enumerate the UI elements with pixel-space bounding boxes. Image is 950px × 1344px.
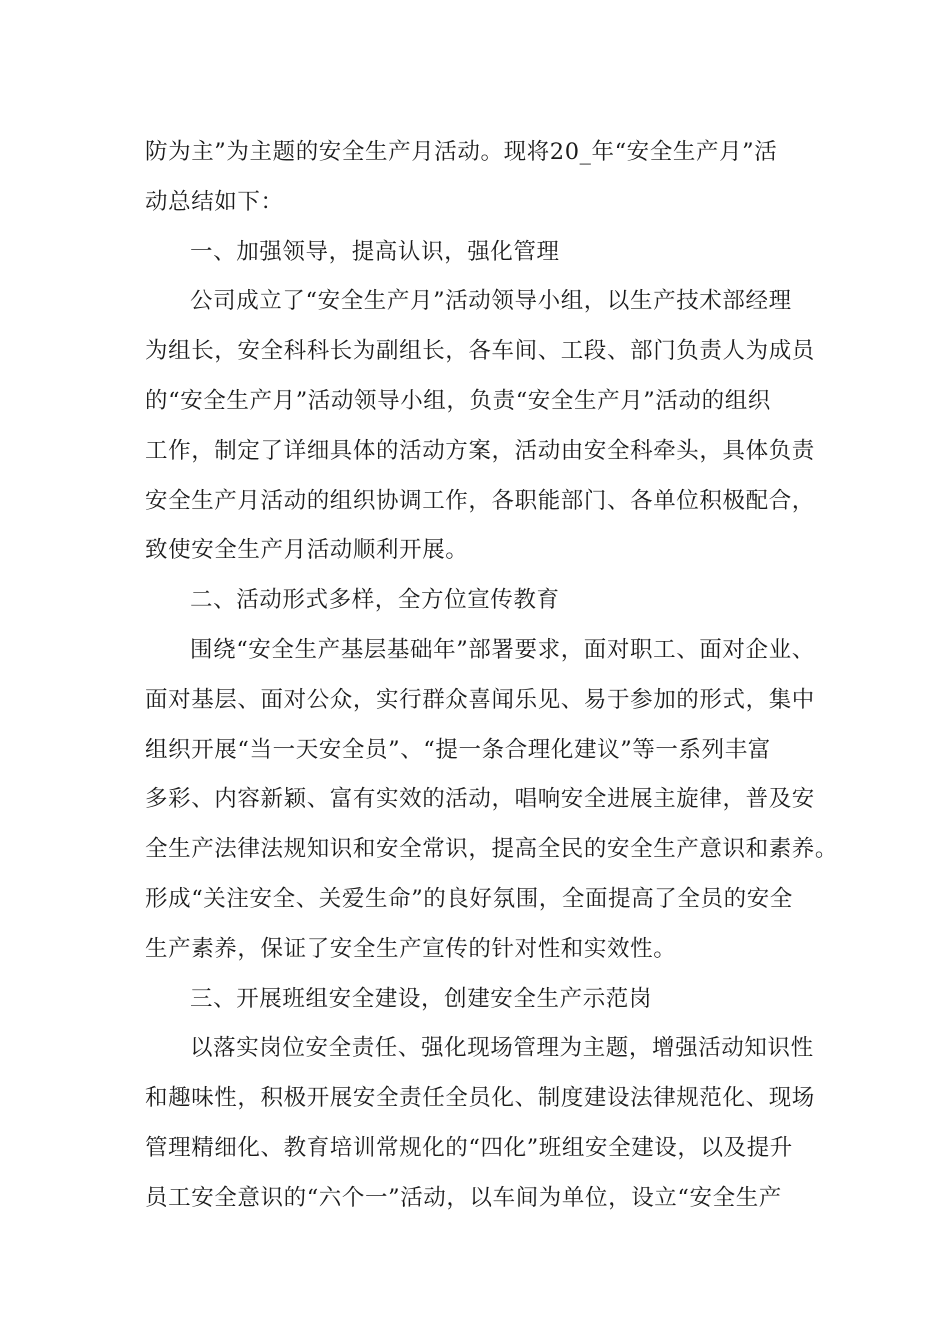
text-line: 防为主”为主题的安全生产月活动。现将20_年“安全生产月”活 [145,139,778,165]
text-line: 为组长，安全科科长为副组长，各车间、工段、部门负责人为成员 [145,338,815,364]
text-line: 生产素养，保证了安全生产宣传的针对性和实效性。 [145,936,677,962]
text-line: 面对基层、面对公众，实行群众喜闻乐见、易于参加的形式，集中 [145,687,815,713]
text-line: 安全生产月活动的组织协调工作，各职能部门、各单位积极配合， [145,488,815,514]
text-line: 员工安全意识的“六个一”活动，以车间为单位，设立“安全生产 [145,1185,782,1211]
text-line: 全生产法律法规知识和安全常识，提高全民的安全生产意识和素养。 [145,836,839,862]
section-heading: 二、活动形式多样，全方位宣传教育 [190,587,560,613]
text-line: 围绕“安全生产基层基础年”部署要求，面对职工、面对企业、 [190,637,815,663]
text-line: 动总结如下： [145,189,284,215]
text-line: 管理精细化、教育培训常规化的“四化”班组安全建设，以及提升 [145,1135,793,1161]
text-line: 工作，制定了详细具体的活动方案，活动由安全科牵头，具体负责 [145,438,815,464]
text-line: 和趣味性，积极开展安全责任全员化、制度建设法律规范化、现场 [145,1085,815,1111]
text-line: 的“安全生产月”活动领导小组，负责“安全生产月”活动的组织 [145,388,771,414]
section-heading: 一、加强领导，提高认识，强化管理 [190,239,560,265]
text-line: 形成“关注安全、关爱生命”的良好氛围，全面提高了全员的安全 [145,886,793,912]
text-line: 公司成立了“安全生产月”活动领导小组，以生产技术部经理 [190,288,792,314]
text-line: 组织开展“当一天安全员”、“提一条合理化建议”等一系列丰富 [145,737,771,763]
text-line: 致使安全生产月活动顺利开展。 [145,537,469,563]
text-line: 多彩、内容新颖、富有实效的活动，唱响安全进展主旋律，普及安 [145,786,815,812]
section-heading: 三、开展班组安全建设，创建安全生产示范岗 [190,986,653,1012]
text-line: 以落实岗位安全责任、强化现场管理为主题，增强活动知识性 [190,1035,814,1061]
